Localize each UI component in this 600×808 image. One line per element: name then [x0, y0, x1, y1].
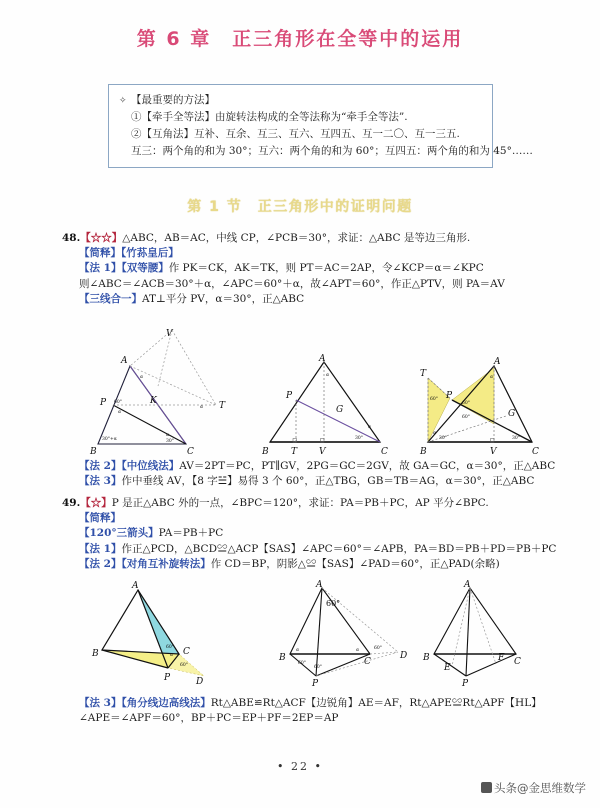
- figure-48a-angle-30a: 30°+α: [102, 437, 117, 442]
- problem-49-note-2-text: 作正△PCD，△BCD≌△ACP【SAS】∠APC＝60°＝∠APB，PA＝BD＝PB＋PD＝PB＋PC: [121, 542, 557, 555]
- figure-48c-angle-60b: 60°: [462, 401, 470, 406]
- figure-48a-label-T: T: [219, 401, 226, 411]
- tag-fa1: 【法 1】: [79, 262, 122, 275]
- problem-49-figure-row: [0, 580, 600, 690]
- figure-49c-label-B: B: [423, 653, 430, 663]
- figure-48a-angle-a1: α: [118, 410, 122, 415]
- figure-49a-label-A: A: [132, 581, 139, 591]
- figure-49a-angle-a: α: [170, 653, 174, 658]
- figure-49c: [418, 580, 568, 688]
- figure-48c-label-V: V: [490, 447, 497, 457]
- figure-49b-angle-60-main: 60°: [326, 599, 341, 608]
- figure-48c-label-P: P: [446, 391, 453, 401]
- problem-49-note-3-text: 作 CD＝BP，阴影△≌【SAS】∠PAD＝60°，正△PAD(余略): [210, 557, 500, 570]
- figure-49a-label-C: C: [183, 647, 190, 657]
- figure-48a-label-P: P: [100, 398, 107, 408]
- problem-48-figure-row: [0, 326, 600, 458]
- tag-fa3-49: 【法 3】: [79, 697, 122, 709]
- watermark: [481, 780, 586, 796]
- figure-49b-label-A: A: [316, 580, 323, 590]
- figure-48c-angle-a2: α: [433, 431, 437, 436]
- figure-48b-angle-a2: α: [368, 425, 372, 430]
- figure-49b-label-C: C: [364, 657, 371, 667]
- figure-48a-angle-60: 60°: [114, 400, 122, 405]
- diamond-bullet-icon: ✧: [119, 95, 127, 105]
- problem-48-number: 48.: [62, 232, 81, 244]
- figure-48a-label-C: C: [187, 447, 194, 456]
- figure-48c-angle-30b: 30°: [512, 436, 520, 441]
- watermark-text: 头条@金思维数学: [494, 781, 586, 795]
- figure-48c-label-A: A: [494, 357, 501, 367]
- figure-48b-label-B: B: [262, 447, 269, 457]
- figure-48c: [406, 354, 546, 458]
- figure-49b-angle-60c: 60°: [314, 665, 322, 670]
- figure-48b-label-C: C: [381, 447, 388, 457]
- figure-49b-label-B: B: [279, 653, 286, 663]
- figure-49a-label-B: B: [92, 649, 99, 659]
- figure-48a-angle-30: 30°: [166, 439, 174, 444]
- page-number: • 22 •: [277, 760, 323, 773]
- problem-48-fa2-text: AV＝2PT＝PC，PT∥GV，2PG＝GC＝2GV，故 GA＝GC，α＝30°，正△ABC: [179, 460, 556, 472]
- problem-49-note-line-3: [62, 557, 592, 572]
- figure-49a: [86, 580, 266, 688]
- figure-48a-angle-a2: α: [140, 375, 144, 380]
- problem-48-statement-line: [62, 231, 592, 246]
- figure-48b-label-T: T: [291, 447, 298, 457]
- problem-49-note-line-2: [62, 542, 592, 557]
- problem-49-note-line-0: [62, 511, 592, 526]
- problem-49-fa3-text: Rt△ABE≌Rt△ACF【边锐角】AE＝AF，Rt△APE≌Rt△APF【HL】: [210, 697, 542, 709]
- problem-49-note-1-text: PA＝PB＋PC: [158, 527, 224, 540]
- method-box-line-1: ①【牵手全等法】由旋转法构成的全等法称为“牵手全等法”.: [131, 111, 408, 123]
- most-important-method-box: [108, 84, 533, 168]
- method-box-line-2: ②【互角法】互补、互余、互三、互六、互四五、互一二〇、互一三五.: [131, 128, 460, 140]
- problem-48-note-line-2: [62, 277, 592, 292]
- problem-49-block: [62, 496, 592, 572]
- method-box-line-3: 互三：两个角的和为 30°；互六：两个角的和为 60°；互四五：两个角的和为 45°……: [131, 145, 533, 157]
- figure-49b-angle-60a: 60°: [374, 646, 382, 651]
- tag-jianshi-49: 【简释】: [79, 512, 121, 525]
- tag-fa2-49: 【法 2】: [79, 557, 122, 570]
- figure-49c-label-A: A: [464, 580, 471, 590]
- figure-49b-angle-60b: 60°: [298, 661, 306, 666]
- method-box-heading: 【最重要的方法】: [131, 94, 215, 106]
- figure-49b: [276, 580, 426, 688]
- figure-48a-label-B: B: [90, 447, 97, 456]
- problem-48-note-line-1: [62, 261, 592, 276]
- chapter-title: 第 6 章 正三角形在全等中的运用: [136, 28, 464, 50]
- tag-jianshi: 【简释】: [79, 247, 121, 260]
- tag-zhongweixian: 【中位线法】: [121, 460, 180, 472]
- problem-49-statement: P 是正△ABC 外的一点，∠BPC＝120°，求证：PA＝PB＋PC，AP 平分∠BPC.: [111, 497, 489, 509]
- figure-48b-label-V: V: [319, 447, 326, 457]
- figure-49a-angle-60a: 60°: [166, 645, 174, 650]
- problem-48-after-block: [62, 459, 592, 489]
- figure-48b-label-P: P: [286, 391, 293, 401]
- figure-48a: [88, 326, 268, 456]
- figure-49b-angle-a2: α: [356, 648, 360, 653]
- figure-49c-label-C: C: [514, 657, 521, 667]
- figure-49b-angle-a1: α: [296, 648, 300, 653]
- figure-49a-angle-60b: 60°: [180, 663, 188, 668]
- tag-fa2: 【法 2】: [79, 460, 122, 472]
- problem-48-fa3-line: [62, 474, 592, 489]
- problem-49-fa3-line-2: [62, 711, 592, 726]
- problem-48-note-line-0: [62, 246, 592, 261]
- problem-48-note-3-text: AT⊥平分 PV，α＝30°，正△ABC: [142, 292, 305, 305]
- problem-48-fa2-line: [62, 459, 592, 474]
- problem-49-stars: 【☆】: [80, 497, 112, 509]
- problem-48-fa3-text: 作中垂线 AV，【8 字☱】易得 3 个 60°，正△TBG，GB＝TB＝AG，α＝30°，正△ABC: [121, 475, 535, 488]
- figure-49a-label-P: P: [164, 673, 171, 683]
- tag-fa1-49: 【法 1】: [79, 542, 122, 555]
- figure-48b: [262, 354, 402, 458]
- figure-49c-label-P: P: [462, 679, 469, 688]
- section-header: 第 1 节 正三角形中的证明问题: [187, 199, 413, 215]
- figure-48b-label-A: A: [319, 354, 326, 364]
- tag-zhusun: 【竹荪皇后】: [121, 247, 179, 260]
- figure-48a-angle-a4: α: [166, 433, 170, 438]
- figure-48c-label-T: T: [420, 369, 427, 379]
- figure-48c-angle-a1: α: [490, 375, 494, 380]
- problem-49-statement-line: [62, 496, 592, 511]
- problem-49-fa3-line: [62, 696, 592, 711]
- figure-48c-angle-60a: 60°: [430, 397, 438, 402]
- figure-48a-label-A: A: [121, 356, 128, 366]
- figure-48a-angle-a3: α: [200, 405, 204, 410]
- problem-49-number: 49.: [62, 497, 81, 509]
- tag-duijiao-hubu: 【对角互补旋转法】: [121, 557, 211, 570]
- figure-49b-label-D: D: [400, 651, 408, 661]
- figure-48c-angle-30a: 30°: [439, 436, 447, 441]
- problem-48-note-1-text: 作 PK＝CK，AK＝TK，则 PT＝AC＝2AP，令∠KCP＝α＝∠KPC: [168, 262, 484, 275]
- problem-49-after-block: [62, 696, 592, 726]
- tag-120-three-arrow: 【120°三箭头】: [79, 527, 159, 540]
- figure-49a-label-D: D: [196, 677, 204, 687]
- tag-fa3: 【法 3】: [79, 475, 122, 488]
- problem-49-note-line-1: [62, 526, 592, 541]
- figure-48b-angle-30: 30°: [355, 436, 363, 441]
- figure-48c-label-G: G: [508, 409, 516, 419]
- tag-shuangdengyao: 【双等腰】: [121, 262, 169, 275]
- problem-48-note-line-3: [62, 292, 592, 307]
- tag-sanxianheyi: 【三线合一】: [79, 292, 142, 305]
- figure-49c-label-F: F: [498, 653, 505, 663]
- figure-48c-label-B: B: [420, 447, 427, 457]
- figure-48b-angle-a1: α: [326, 373, 330, 378]
- problem-48-note-2-text: 则∠ABC＝∠ACB＝30°＋α，∠APC＝60°＋α，故∠APT＝60°，作正△PTV，则 PA＝AV: [79, 277, 505, 290]
- problem-48-block: [62, 231, 592, 307]
- figure-49b-label-P: P: [312, 679, 319, 688]
- figure-48b-label-G: G: [336, 405, 344, 415]
- problem-48-statement: △ABC，AB＝AC，中线 CP，∠PCB＝30°，求证：△ABC 是等边三角形.: [122, 232, 471, 244]
- problem-48-stars: 【☆☆】: [80, 232, 123, 244]
- toutiao-logo-icon: [481, 782, 492, 793]
- figure-48c-label-C: C: [532, 447, 539, 457]
- figure-48c-angle-60c: 60°: [462, 415, 470, 420]
- figure-48a-label-K: K: [150, 396, 157, 406]
- figure-49c-label-E: E: [444, 663, 451, 673]
- tag-jiaofenxian: 【角分线边高线法】: [121, 697, 211, 709]
- figure-48a-label-V: V: [166, 329, 173, 339]
- problem-49-fa3-text-2: ∠APE＝∠APF＝60°，BP＋PC＝EP＋PF＝2EP＝AP: [79, 712, 339, 725]
